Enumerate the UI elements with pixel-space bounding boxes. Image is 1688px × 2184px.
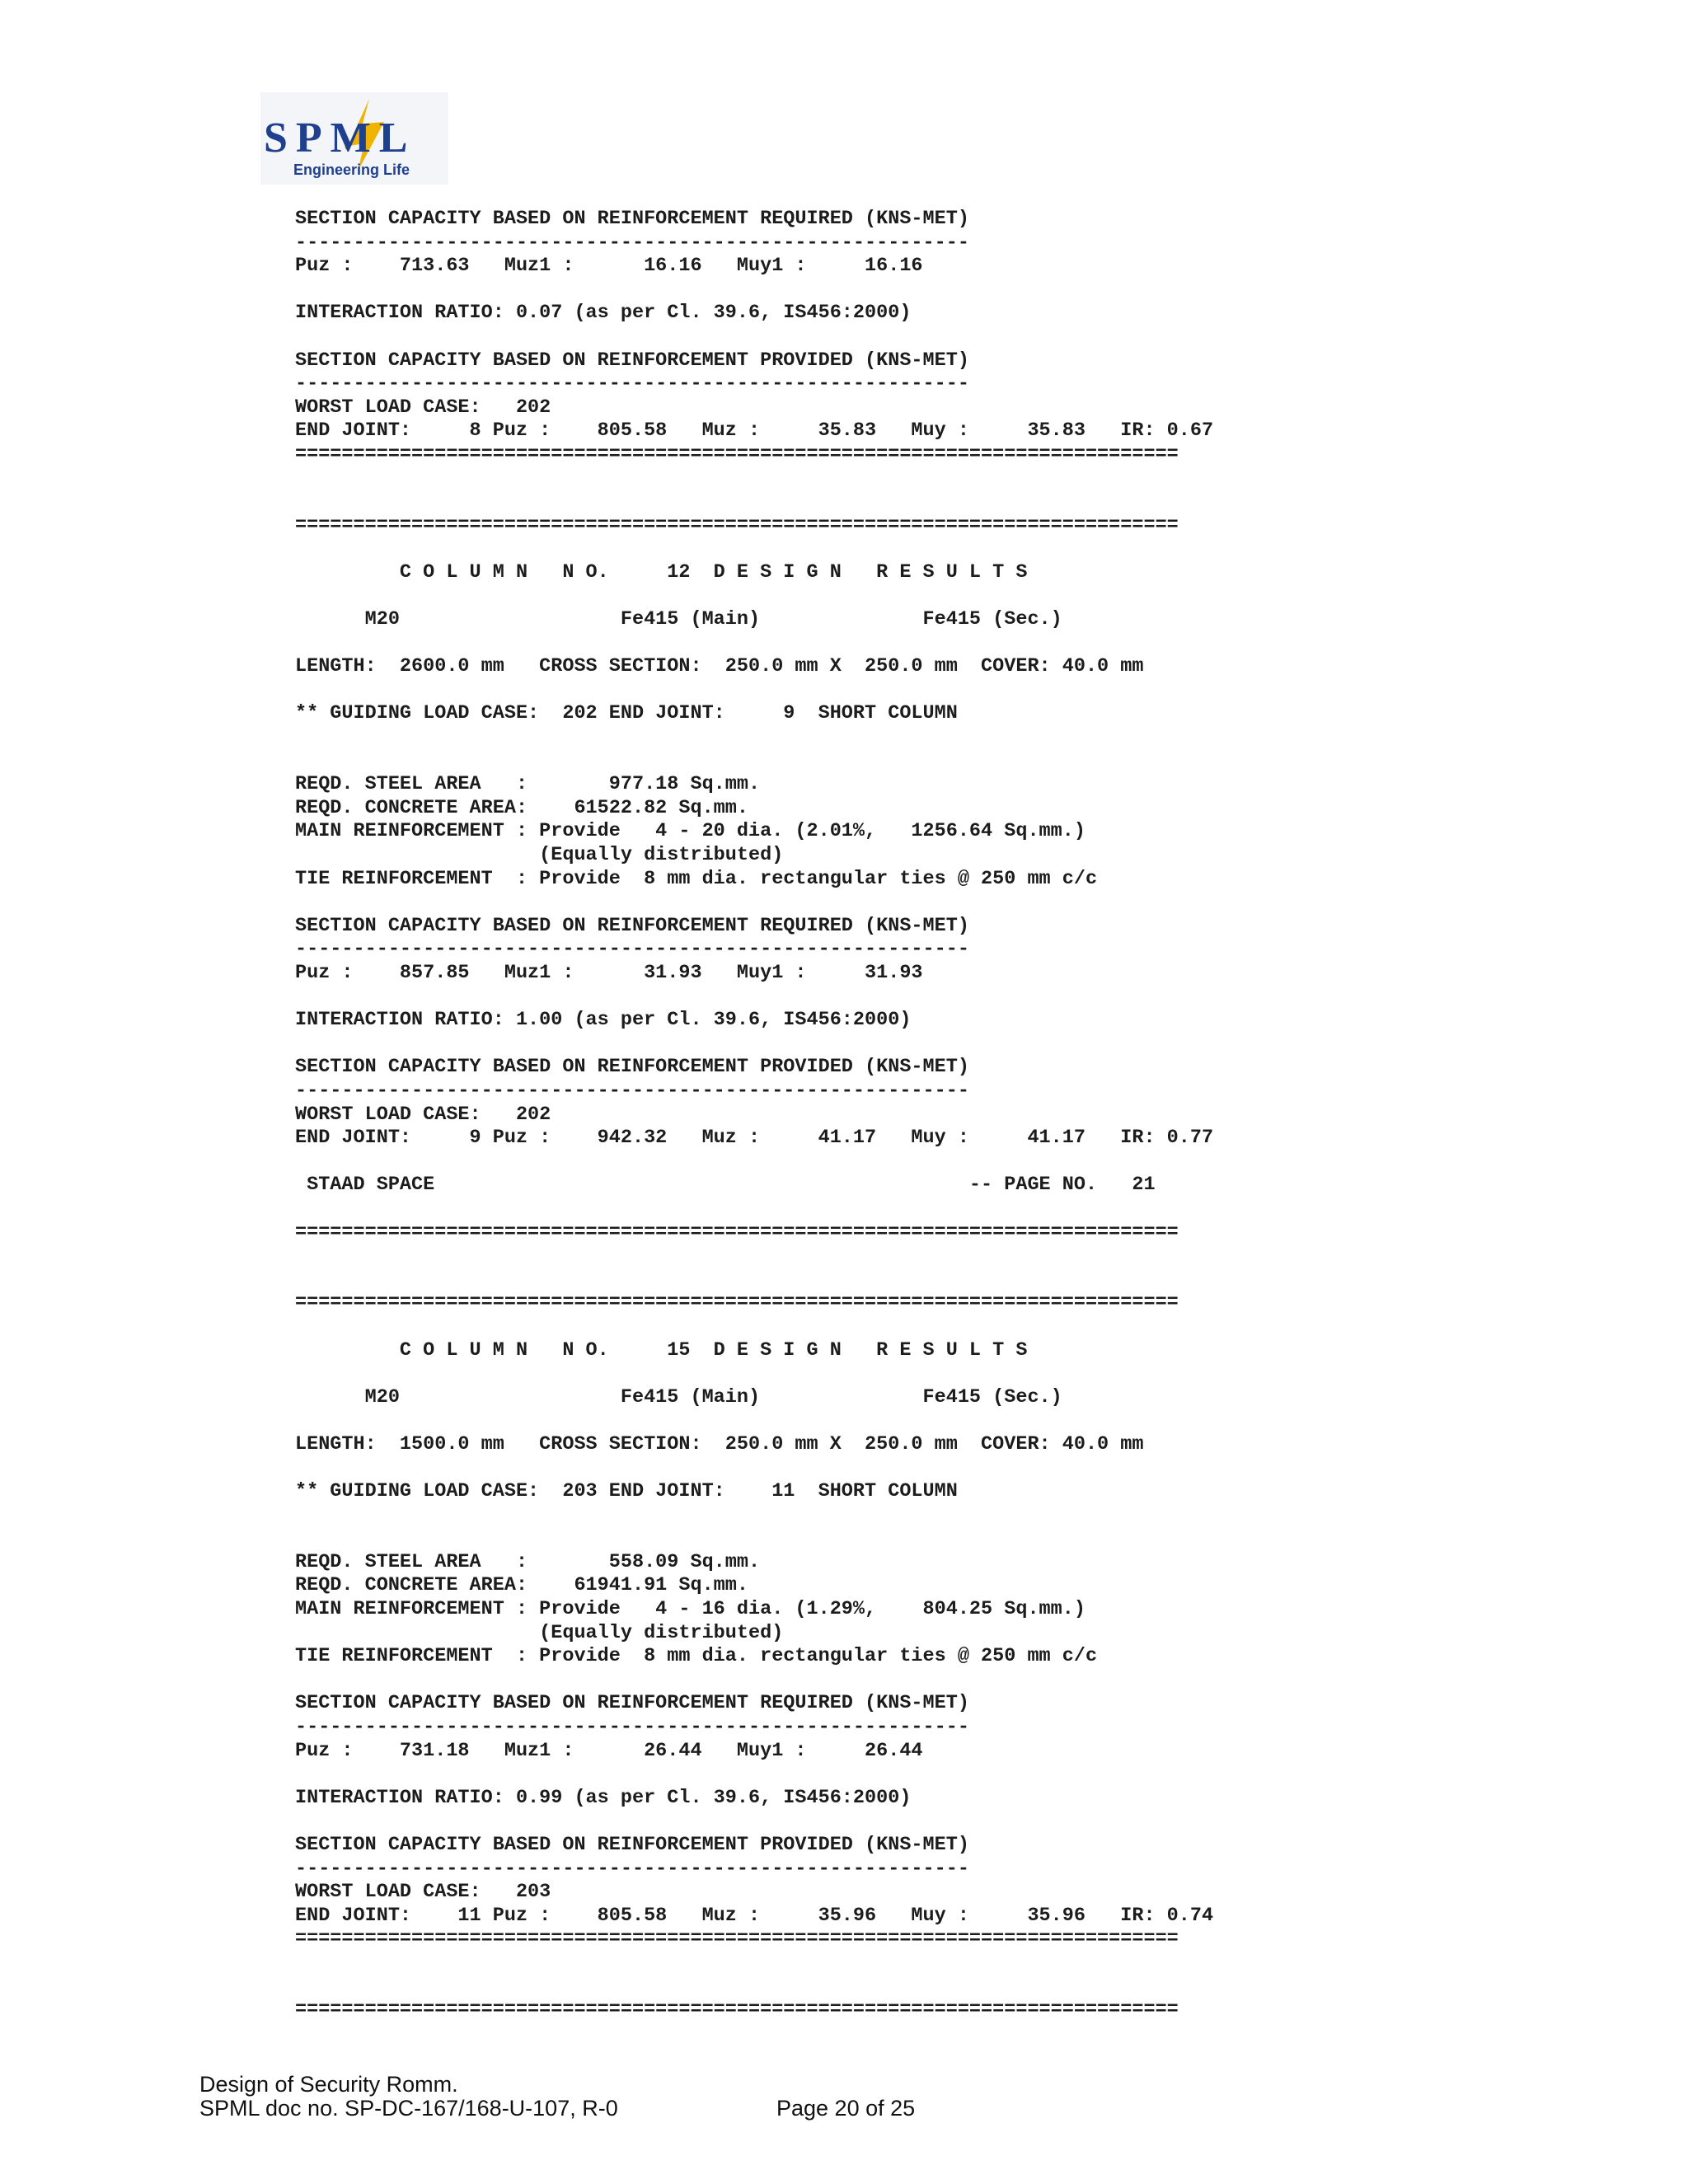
report-line: Puz : 713.63 Muz1 : 16.16 Muy1 : 16.16 bbox=[295, 255, 923, 278]
report-line: ============================================================================ bbox=[295, 513, 1179, 537]
report-line: END JOINT: 9 Puz : 942.32 Muz : 41.17 Muy : 41.17 IR: 0.77 bbox=[295, 1127, 1214, 1150]
report-line bbox=[295, 1409, 1213, 1433]
report-line bbox=[295, 1268, 1213, 1292]
report-line: WORST LOAD CASE: 202 bbox=[295, 396, 551, 419]
report-line: TIE REINFORCEMENT : Provide 8 mm dia. rectangular ties @ 250 mm c/c bbox=[295, 1645, 1098, 1668]
report-line bbox=[295, 1975, 1213, 1999]
report-line bbox=[295, 1810, 1213, 1834]
report-line bbox=[295, 750, 1213, 774]
report-line: LENGTH: 1500.0 mm CROSS SECTION: 250.0 mm X 250.0 mm COVER: 40.0 mm bbox=[295, 1432, 1144, 1455]
report-line: REQD. STEEL AREA : 977.18 Sq.mm. bbox=[295, 773, 761, 796]
report-line: ============================================================================ bbox=[295, 1221, 1179, 1244]
report-line bbox=[295, 1504, 1213, 1528]
report-line: Puz : 731.18 Muz1 : 26.44 Muy1 : 26.44 bbox=[295, 1739, 923, 1762]
report-line: ** GUIDING LOAD CASE: 203 END JOINT: 11 SHORT COLUMN bbox=[295, 1480, 958, 1503]
report-line: SECTION CAPACITY BASED ON REINFORCEMENT REQUIRED (KNS-MET) bbox=[295, 914, 969, 937]
report-line: SECTION CAPACITY BASED ON REINFORCEMENT REQUIRED (KNS-MET) bbox=[295, 1692, 969, 1715]
report-line: ============================================================================ bbox=[295, 443, 1179, 466]
report-line: END JOINT: 8 Puz : 805.58 Muz : 35.83 Muy : 35.83 IR: 0.67 bbox=[295, 419, 1214, 443]
report-line: ---------------------------------------------------------- bbox=[295, 1079, 969, 1102]
report-line: ============================================================================ bbox=[295, 1999, 1179, 2022]
report-line: WORST LOAD CASE: 203 bbox=[295, 1881, 551, 1904]
report-line: M20 Fe415 (Main) Fe415 (Sec.) bbox=[295, 1385, 1062, 1408]
report-line: C O L U M N N O. 12 D E S I G N R E S U L T S bbox=[295, 560, 1028, 583]
report-line: ============================================================================ bbox=[295, 1291, 1179, 1315]
report-line bbox=[295, 1952, 1213, 1975]
report-line bbox=[295, 1197, 1213, 1221]
report-line: WORST LOAD CASE: 202 bbox=[295, 1103, 551, 1126]
svg-text:SPML: SPML bbox=[264, 115, 416, 162]
report-line: INTERACTION RATIO: 1.00 (as per Cl. 39.6, IS456:2000) bbox=[295, 1009, 912, 1032]
report-line: (Equally distributed) bbox=[295, 1621, 784, 1644]
spml-logo bbox=[260, 92, 448, 185]
footer-doc-number: SPML doc no. SP-DC-167/168-U-107, R-0 bbox=[199, 2096, 618, 2121]
report-line: ---------------------------------------------------------- bbox=[295, 938, 969, 961]
report-line bbox=[295, 679, 1213, 703]
report-line: C O L U M N N O. 15 D E S I G N R E S U L T S bbox=[295, 1338, 1028, 1361]
report-line: ---------------------------------------------------------- bbox=[295, 231, 969, 254]
report-line bbox=[295, 891, 1213, 915]
report-line bbox=[295, 537, 1213, 561]
report-line: ============================================================================ bbox=[295, 1928, 1179, 1951]
report-line: ** GUIDING LOAD CASE: 202 END JOINT: 9 SHORT COLUMN bbox=[295, 702, 958, 725]
footer-page-number: Page 20 of 25 bbox=[776, 2096, 916, 2121]
report-line bbox=[295, 467, 1213, 491]
report-line bbox=[295, 1033, 1213, 1057]
report-line: ---------------------------------------------------------- bbox=[295, 1857, 969, 1880]
report-line: SECTION CAPACITY BASED ON REINFORCEMENT PROVIDED (KNS-MET) bbox=[295, 1056, 969, 1079]
staad-design-report bbox=[295, 208, 1213, 2022]
report-line bbox=[295, 1527, 1213, 1551]
report-line bbox=[295, 986, 1213, 1010]
report-line: (Equally distributed) bbox=[295, 844, 784, 867]
report-line: END JOINT: 11 Puz : 805.58 Muz : 35.96 Muy : 35.96 IR: 0.74 bbox=[295, 1904, 1214, 1927]
report-line bbox=[295, 1244, 1213, 1268]
report-line bbox=[295, 1456, 1213, 1480]
report-line: MAIN REINFORCEMENT : Provide 4 - 20 dia. (2.01%, 1256.64 Sq.mm.) bbox=[295, 820, 1085, 843]
report-line: INTERACTION RATIO: 0.99 (as per Cl. 39.6, IS456:2000) bbox=[295, 1786, 912, 1809]
report-line: REQD. CONCRETE AREA: 61941.91 Sq.mm. bbox=[295, 1574, 748, 1597]
report-line: REQD. STEEL AREA : 558.09 Sq.mm. bbox=[295, 1550, 761, 1573]
footer-document-title: Design of Security Romm. bbox=[199, 2072, 458, 2097]
report-line bbox=[295, 490, 1213, 514]
report-line: SECTION CAPACITY BASED ON REINFORCEMENT PROVIDED (KNS-MET) bbox=[295, 1833, 969, 1856]
report-line bbox=[295, 1362, 1213, 1386]
report-line: INTERACTION RATIO: 0.07 (as per Cl. 39.6, IS456:2000) bbox=[295, 302, 912, 325]
report-line: STAAD SPACE -- PAGE NO. 21 bbox=[295, 1174, 1156, 1197]
report-line bbox=[295, 326, 1213, 349]
spml-logo-graphic bbox=[260, 92, 448, 185]
report-line: TIE REINFORCEMENT : Provide 8 mm dia. rectangular ties @ 250 mm c/c bbox=[295, 867, 1098, 890]
report-line bbox=[295, 279, 1213, 302]
report-line bbox=[295, 726, 1213, 750]
report-line: M20 Fe415 (Main) Fe415 (Sec.) bbox=[295, 608, 1062, 631]
report-line: REQD. CONCRETE AREA: 61522.82 Sq.mm. bbox=[295, 796, 748, 819]
report-line: SECTION CAPACITY BASED ON REINFORCEMENT REQUIRED (KNS-MET) bbox=[295, 208, 969, 230]
report-line: MAIN REINFORCEMENT : Provide 4 - 16 dia. (1.29%, 804.25 Sq.mm.) bbox=[295, 1598, 1085, 1621]
report-line bbox=[295, 1315, 1213, 1339]
report-line: SECTION CAPACITY BASED ON REINFORCEMENT PROVIDED (KNS-MET) bbox=[295, 349, 969, 372]
report-line: LENGTH: 2600.0 mm CROSS SECTION: 250.0 mm X 250.0 mm COVER: 40.0 mm bbox=[295, 655, 1144, 678]
report-line: ---------------------------------------------------------- bbox=[295, 373, 969, 396]
report-line bbox=[295, 632, 1213, 656]
report-line bbox=[295, 1151, 1213, 1174]
report-line bbox=[295, 1669, 1213, 1693]
svg-text:Engineering Life: Engineering Life bbox=[293, 162, 410, 178]
report-line: ---------------------------------------------------------- bbox=[295, 1716, 969, 1738]
report-line: Puz : 857.85 Muz1 : 31.93 Muy1 : 31.93 bbox=[295, 962, 923, 984]
report-line bbox=[295, 1763, 1213, 1787]
report-line bbox=[295, 585, 1213, 609]
